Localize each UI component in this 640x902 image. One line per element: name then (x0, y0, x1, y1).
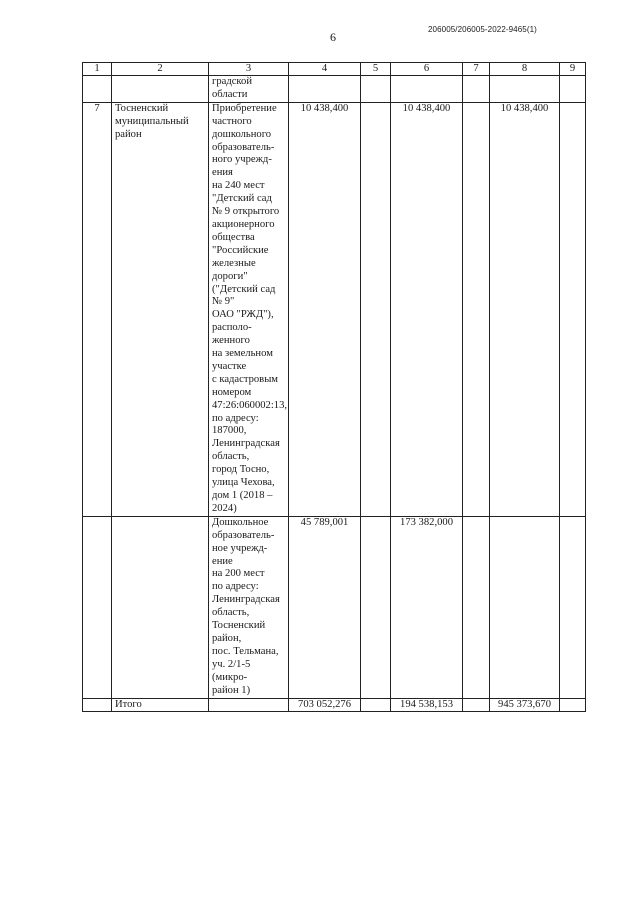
amount-cell: 173 382,000 (391, 516, 463, 698)
amount-cell (463, 76, 490, 103)
total-amount-cell: 945 373,670 (490, 698, 560, 712)
amount-cell (361, 102, 391, 516)
page-number: 6 (330, 30, 336, 44)
district-cell (112, 516, 209, 698)
column-header: 1 (83, 63, 112, 76)
amount-cell (490, 76, 560, 103)
row-number-cell (83, 516, 112, 698)
funding-table (82, 62, 586, 712)
total-label: Итого (112, 698, 209, 712)
total-amount-cell (463, 698, 490, 712)
district-cell (112, 76, 209, 103)
amount-cell (490, 516, 560, 698)
amount-cell: 10 438,400 (490, 102, 560, 516)
amount-cell (361, 516, 391, 698)
document-id: 206005/206005-2022-9465(1) (428, 25, 537, 34)
amount-cell (391, 76, 463, 103)
amount-cell (463, 102, 490, 516)
total-amount-cell (361, 698, 391, 712)
amount-cell: 10 438,400 (289, 102, 361, 516)
row-number-cell (83, 698, 112, 712)
column-header: 4 (289, 63, 361, 76)
column-header: 6 (391, 63, 463, 76)
amount-cell (289, 76, 361, 103)
object-description-cell: градской области (209, 76, 289, 103)
total-amount-cell (560, 698, 586, 712)
amount-cell: 45 789,001 (289, 516, 361, 698)
amount-cell (560, 76, 586, 103)
table-row (83, 76, 586, 103)
column-header: 8 (490, 63, 560, 76)
object-description-cell: Дошкольное образователь- ное учрежд- ение на 200 мест по адресу: Ленинградская область, Тосненский район, пос. Тельмана, уч. 2/1-5 (микро- район 1) (209, 516, 289, 698)
amount-cell (361, 76, 391, 103)
district-cell: Тосненский муниципальный район (112, 102, 209, 516)
total-amount-cell: 703 052,276 (289, 698, 361, 712)
column-number-row (83, 63, 586, 76)
column-header: 2 (112, 63, 209, 76)
total-row (83, 698, 586, 712)
row-number-cell: 7 (83, 102, 112, 516)
table-row (83, 516, 586, 698)
column-header: 7 (463, 63, 490, 76)
total-amount-cell: 194 538,153 (391, 698, 463, 712)
column-header: 3 (209, 63, 289, 76)
object-description-cell (209, 698, 289, 712)
row-number-cell (83, 76, 112, 103)
object-description-cell: Приобретение частного дошкольного образователь- ного учрежд- ения на 240 мест "Детский сад № 9 открытого акционерного общества "Российские железные дороги" ("Детский сад № 9" ОАО "РЖД"), располо- женного на земельном участке с кадастровым номером 47:26:060002:13, по адресу: 187000, Ленинградская область, город Тосно, улица Чехова, дом 1 (2018 – 2024) (209, 102, 289, 516)
table-row (83, 102, 586, 516)
amount-cell (560, 516, 586, 698)
column-header: 5 (361, 63, 391, 76)
amount-cell: 10 438,400 (391, 102, 463, 516)
column-header: 9 (560, 63, 586, 76)
amount-cell (560, 102, 586, 516)
amount-cell (463, 516, 490, 698)
